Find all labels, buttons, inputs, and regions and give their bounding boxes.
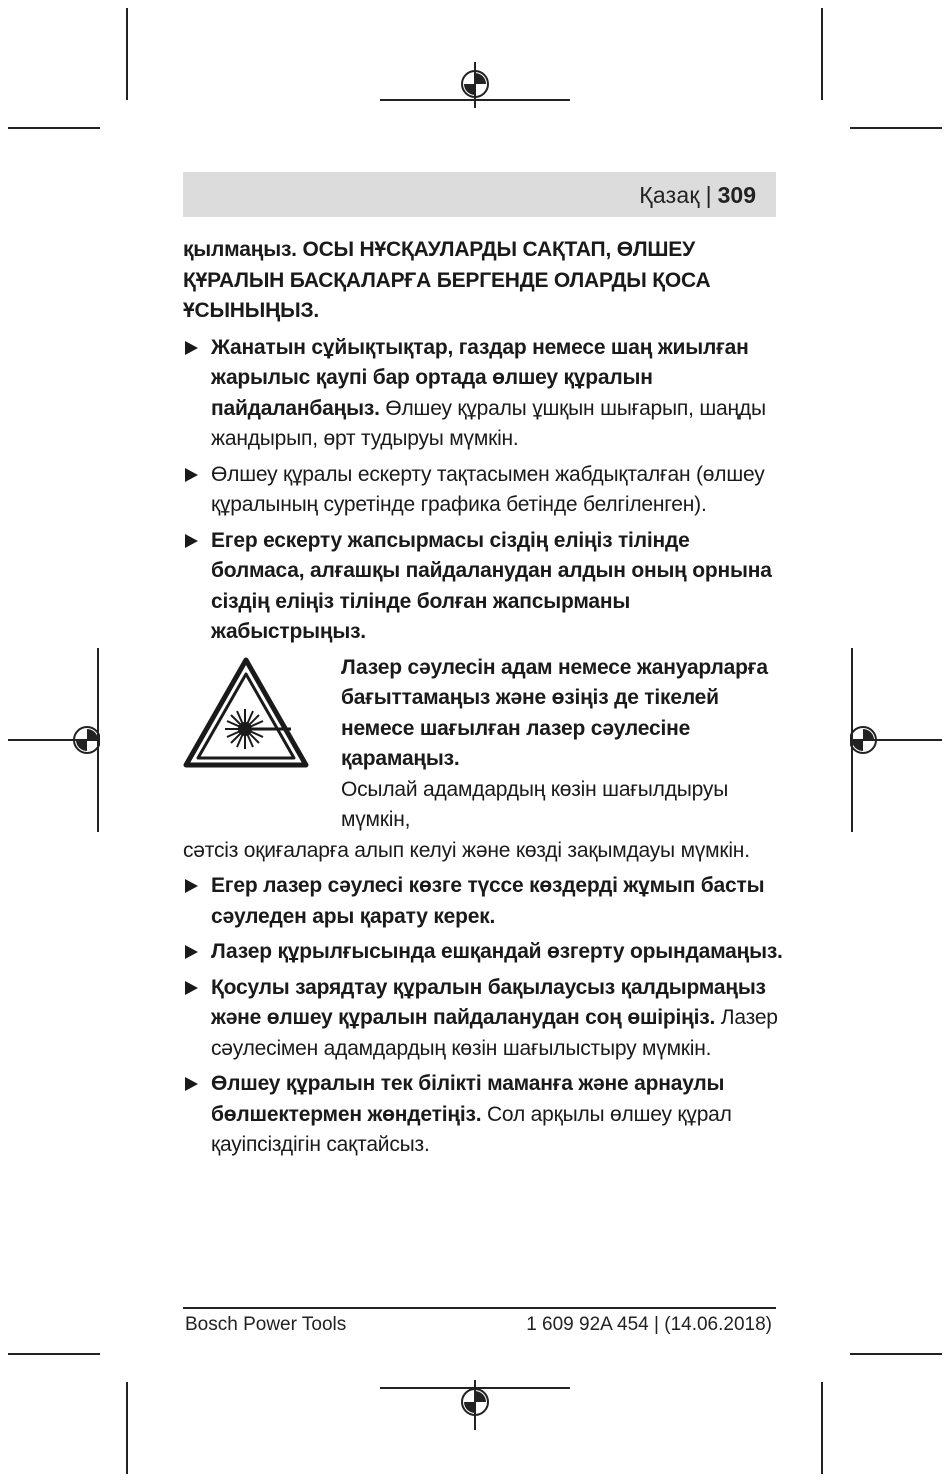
item-bold-text: Өлшеу құралын тек білікті маманға және арнаулы бөлшектермен жөндетіңіз.	[211, 1072, 725, 1126]
list-item	[183, 871, 783, 932]
footer-doc-number: 1 609 92A 454 | (14.06.2018)	[526, 1314, 772, 1335]
list-item	[183, 973, 783, 1065]
crop-mark	[821, 8, 823, 100]
crop-mark	[126, 1382, 128, 1474]
bullet-triangle-icon	[185, 534, 198, 548]
item-regular-text: Лазер сәулесімен адамдардың көзін шағылыстыру мүмкін.	[211, 1006, 778, 1060]
laser-warning-block	[183, 653, 783, 867]
laser-warning-regular-text: Осылай адамдардың көзін шағылдыруы мүмкін,	[341, 777, 729, 831]
header-separator: |	[705, 182, 712, 208]
registration-mark-icon	[380, 1380, 570, 1430]
footer-publisher: Bosch Power Tools	[185, 1314, 347, 1335]
laser-warning-regular-text-cont: сәтсіз оқиғаларға алып келуі және көзді зақымдауы мүмкін.	[183, 838, 750, 862]
item-regular-text: Сол арқылы өлшеу құрал қауіпсіздігін сақтайсыз.	[211, 1102, 732, 1156]
registration-mark-icon	[380, 62, 570, 108]
main-content	[183, 235, 783, 1166]
footer-rule	[183, 1307, 776, 1309]
item-bold-text: Егер лазер сәулесі көзге түссе көздерді жұмып басты сәуледен ары қарату керек.	[211, 874, 765, 928]
laser-warning-bold-text: Лазер сәулесін адам немесе жануарларға бағыттамаңыз және өзіңіз де тікелей немесе шағылған лазер сәулесіне қарамаңыз.	[341, 655, 768, 770]
item-regular-text: Өлшеу құралы ұшқын шығарып, шаңды жандырып, өрт тудыруы мүмкін.	[211, 396, 766, 450]
bullet-triangle-icon	[185, 981, 198, 995]
header-language: Қазақ	[639, 182, 700, 208]
bullet-triangle-icon	[185, 1077, 198, 1091]
page-header	[183, 172, 776, 217]
bullet-triangle-icon	[185, 879, 198, 893]
crop-mark	[850, 127, 942, 129]
intro-paragraph: қылмаңыз. ОСЫ НҰСҚАУЛАРДЫ САҚТАП, ӨЛШЕУ ҚҰРАЛЫН БАСҚАЛАРҒА БЕРГЕНДЕ ОЛАРДЫ ҚОСА ҰСЫНЫҢЫЗ.	[183, 238, 711, 322]
list-item	[183, 526, 783, 648]
header-text	[639, 182, 756, 209]
bullet-triangle-icon	[185, 945, 198, 959]
crop-mark	[821, 1382, 823, 1474]
item-bold-text: Қосулы зарядтау құралын бақылаусыз қалдырмаңыз және өлшеу құралын пайдаланудан соң өшіріңіз.	[211, 975, 766, 1029]
item-bold-text: Жанатын сұйықтықтар, газдар немесе шаң жиылған жарылыс қаупі бар ортада өлшеу құралын пайдаланбаңыз.	[211, 335, 749, 420]
crop-mark	[8, 127, 100, 129]
bullet-triangle-icon	[185, 468, 198, 482]
crop-mark	[126, 8, 128, 100]
list-item	[183, 333, 783, 455]
list-item	[183, 460, 783, 521]
item-regular-text: Өлшеу құралы ескерту тақтасымен жабдықталған (өлшеу құралының суретінде графика бетінде белгіленген).	[211, 462, 765, 516]
crop-mark	[8, 1353, 100, 1355]
list-item	[183, 1069, 783, 1161]
registration-mark-icon	[8, 648, 100, 832]
bullet-triangle-icon	[185, 341, 198, 355]
page-number: 309	[717, 182, 756, 208]
registration-mark-icon	[850, 648, 942, 832]
item-bold-text: Егер ескерту жапсырмасы сіздің еліңіз тілінде болмаса, алғашқы пайдаланудан алдын оның орнына сіздің еліңіз тілінде болған жапсырманы жабыстрыңыз.	[211, 528, 772, 643]
crop-mark	[850, 1353, 942, 1355]
laser-warning-icon	[183, 657, 309, 769]
list-item	[183, 937, 783, 968]
item-bold-text: Лазер құрылғысында ешқандай өзгерту орындамаңыз.	[211, 940, 783, 963]
